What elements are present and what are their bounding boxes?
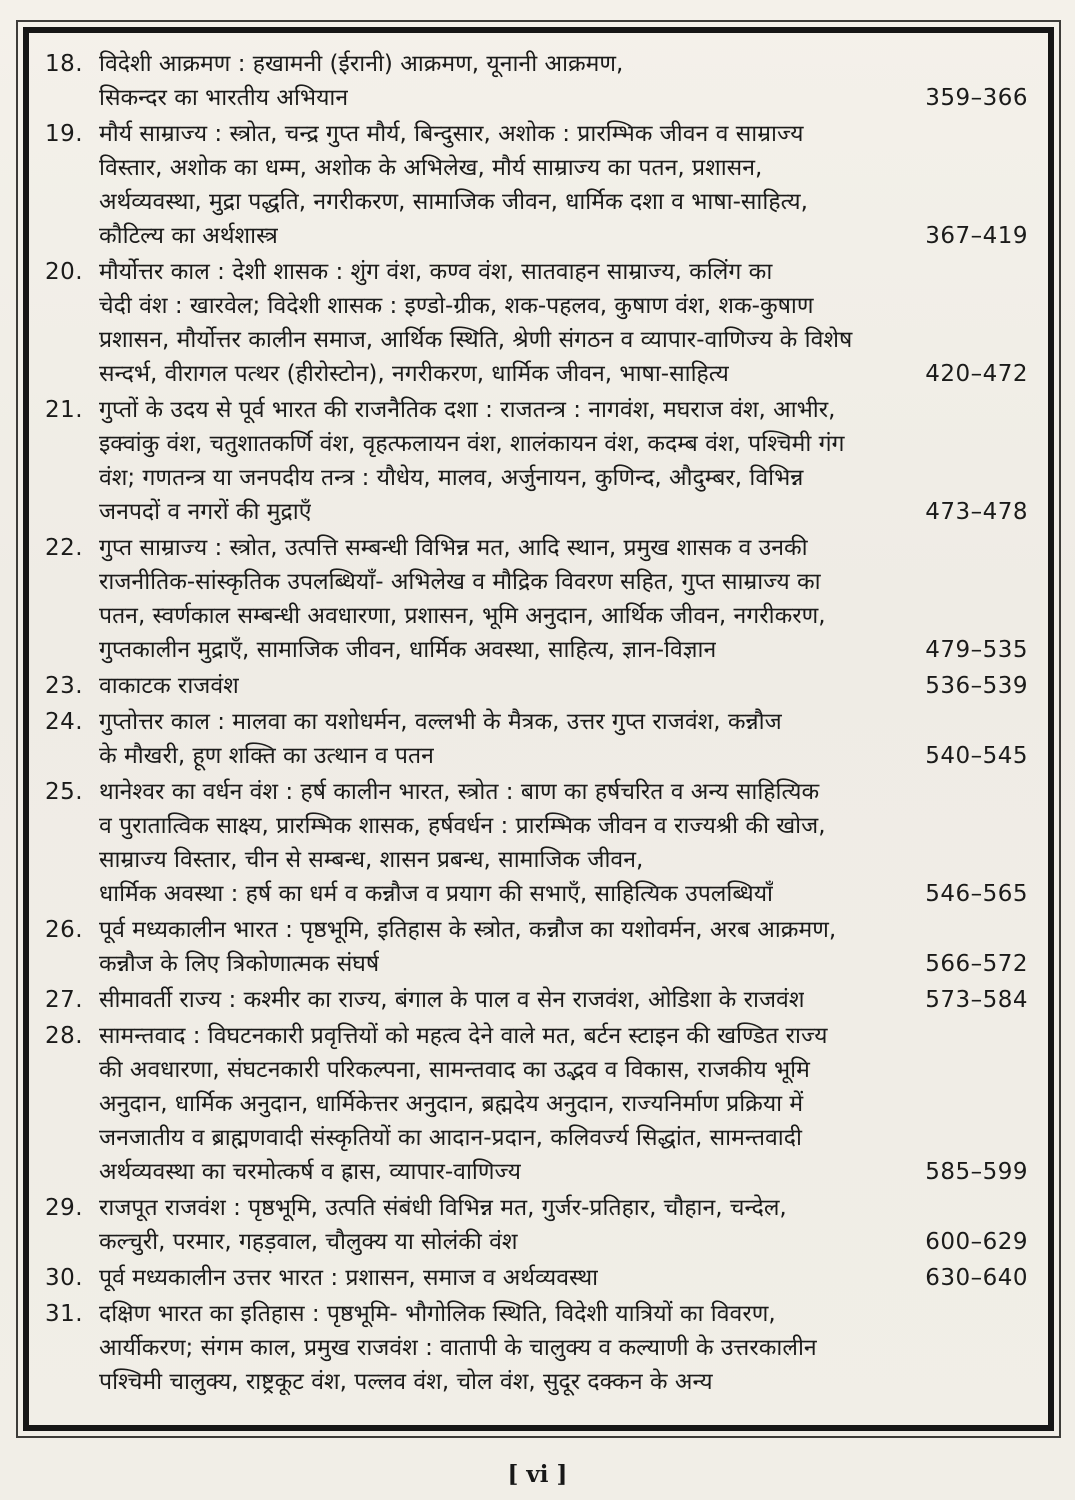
entry-line-text: धार्मिक अवस्था : हर्ष का धर्म व कन्नौज व प्रयाग की सभाएँ, साहित्यिक उपलब्धियाँ xyxy=(99,881,774,907)
entry-line-text: कौटिल्य का अर्थशास्त्र xyxy=(99,223,278,249)
page-range: 600–629 xyxy=(925,1229,1028,1255)
toc-entry xyxy=(45,117,1028,253)
entry-line: विस्तार, अशोक का धम्म, अशोक के अभिलेख, मौर्य साम्राज्य का पतन, प्रशासन, xyxy=(99,155,763,181)
entry-number: 23. xyxy=(45,673,84,699)
entry-number: 19. xyxy=(45,121,84,147)
entry-line: चेदी वंश : खारवेल; विदेशी शासक : इण्डो-ग्रीक, शक-पहलव, कुषाण वंश, शक-कुषाण xyxy=(99,293,814,319)
toc-entry xyxy=(45,47,1028,115)
entry-line: दक्षिण भारत का इतिहास : पृष्ठभूमि- भौगोलिक स्थिति, विदेशी यात्रियों का विवरण, xyxy=(99,1301,776,1327)
entry-line: व पुरातात्विक साक्ष्य, प्रारम्भिक शासक, हर्षवर्धन : प्रारम्भिक जीवन व राज्यश्री की खोज, xyxy=(99,813,826,839)
entry-line xyxy=(99,739,1028,773)
page-range: 630–640 xyxy=(925,1265,1028,1291)
entry-content xyxy=(99,1261,1028,1295)
page-range: 546–565 xyxy=(925,881,1028,907)
page-range: 536–539 xyxy=(925,673,1028,699)
entry-content xyxy=(99,983,1028,1017)
page-border-outer xyxy=(16,20,1061,1438)
entry-line xyxy=(99,1261,1028,1295)
toc-entry xyxy=(45,1261,1028,1295)
entry-line-text: के मौखरी, हूण शक्ति का उत्थान व पतन xyxy=(99,743,434,769)
entry-content xyxy=(99,1191,1028,1259)
entry-line: प्रशासन, मौर्योत्तर कालीन समाज, आर्थिक स्थिति, श्रेणी संगठन व व्यापार-वाणिज्य के विशेष xyxy=(99,327,853,353)
entry-number: 24. xyxy=(45,709,84,735)
toc-entry xyxy=(45,1297,1028,1399)
page-range: 566–572 xyxy=(925,951,1028,977)
entry-line: राजपूत राजवंश : पृष्ठभूमि, उत्पति संबंधी विभिन्न मत, गुर्जर-प्रतिहार, चौहान, चन्देल, xyxy=(99,1195,787,1221)
entry-line: जनजातीय व ब्राह्मणवादी संस्कृतियों का आदान-प्रदान, कलिवर्ज्य सिद्धांत, सामन्तवादी xyxy=(99,1125,802,1151)
entry-line-text: कन्नौज के लिए त्रिकोणात्मक संघर्ष xyxy=(99,951,380,977)
entry-line: इक्वांकु वंश, चतुशातकर्णि वंश, वृहत्फलायन वंश, शालंकायन वंश, कदम्ब वंश, पश्चिमी गंग xyxy=(99,431,845,457)
entry-content xyxy=(99,913,1028,981)
entry-number: 21. xyxy=(45,397,84,423)
entry-line: मौर्योत्तर काल : देशी शासक : शुंग वंश, कण्व वंश, सातवाहन साम्राज्य, कलिंग का xyxy=(99,259,773,285)
entry-line: अर्थव्यवस्था, मुद्रा पद्धति, नगरीकरण, सामाजिक जीवन, धार्मिक दशा व भाषा-साहित्य, xyxy=(99,189,808,215)
entry-line: मौर्य साम्राज्य : स्त्रोत, चन्द्र गुप्त मौर्य, बिन्दुसार, अशोक : प्रारम्भिक जीवन व साम्राज्य xyxy=(99,121,804,147)
entry-line: की अवधारणा, संघटनकारी परिकल्पना, सामन्तवाद का उद्भव व विकास, राजकीय भूमि xyxy=(99,1057,810,1083)
page-range: 359–366 xyxy=(925,85,1028,111)
page-range: 367–419 xyxy=(925,223,1028,249)
entry-line xyxy=(99,877,1028,911)
entry-line xyxy=(99,219,1028,253)
entry-line: राजनीतिक-सांस्कृतिक उपलब्धियाँ- अभिलेख व मौद्रिक विवरण सहित, गुप्त साम्राज्य का xyxy=(99,569,821,595)
toc-entry xyxy=(45,1019,1028,1189)
entry-line: गुप्तों के उदय से पूर्व भारत की राजनैतिक दशा : राजतन्त्र : नागवंश, मघराज वंश, आभीर, xyxy=(99,397,836,423)
page-range: 479–535 xyxy=(925,637,1028,663)
entry-line: विदेशी आक्रमण : हखामनी (ईरानी) आक्रमण, यूनानी आक्रमण, xyxy=(99,51,624,77)
entry-line-text: वाकाटक राजवंश xyxy=(99,673,239,699)
entry-line: पतन, स्वर्णकाल सम्बन्धी अवधारणा, प्रशासन, भूमि अनुदान, आर्थिक जीवन, नगरीकरण, xyxy=(99,603,826,629)
entry-line xyxy=(99,1155,1028,1189)
entry-line xyxy=(99,983,1028,1017)
entry-line xyxy=(99,1225,1028,1259)
toc-entry xyxy=(45,913,1028,981)
page-range: 540–545 xyxy=(925,743,1028,769)
entry-line: पश्चिमी चालुक्य, राष्ट्रकूट वंश, पल्लव वंश, चोल वंश, सुदूर दक्कन के अन्य xyxy=(99,1369,713,1395)
entry-line-text: सीमावर्ती राज्य : कश्मीर का राज्य, बंगाल के पाल व सेन राजवंश, ओडिशा के राजवंश xyxy=(99,987,805,1013)
entry-line-text: कल्चुरी, परमार, गहड़वाल, चौलुक्य या सोलंकी वंश xyxy=(99,1229,518,1255)
page-range: 585–599 xyxy=(925,1159,1028,1185)
entry-line: गुप्तोत्तर काल : मालवा का यशोधर्मन, वल्लभी के मैत्रक, उत्तर गुप्त राजवंश, कन्नौज xyxy=(99,709,782,735)
entry-line xyxy=(99,81,1028,115)
entry-line-text: सिकन्दर का भारतीय अभियान xyxy=(99,85,349,111)
page-range: 573–584 xyxy=(925,987,1028,1013)
toc-entry xyxy=(45,531,1028,667)
entry-content xyxy=(99,669,1028,703)
entry-number: 28. xyxy=(45,1023,84,1049)
entry-line xyxy=(99,669,1028,703)
entry-line-text: गुप्तकालीन मुद्राएँ, सामाजिक जीवन, धार्मिक अवस्था, साहित्य, ज्ञान-विज्ञान xyxy=(99,637,717,663)
entry-content xyxy=(99,47,1028,115)
toc-entry xyxy=(45,775,1028,911)
entry-content xyxy=(99,705,1028,773)
page-range: 420–472 xyxy=(925,361,1028,387)
entry-line: अनुदान, धार्मिक अनुदान, धार्मिकेत्तर अनुदान, ब्रह्मदेय अनुदान, राज्यनिर्माण प्रक्रिया में xyxy=(99,1091,804,1117)
entry-line: थानेश्वर का वर्धन वंश : हर्ष कालीन भारत, स्त्रोत : बाण का हर्षचरित व अन्य साहित्यिक xyxy=(99,779,820,805)
entry-number: 30. xyxy=(45,1265,84,1291)
entry-line-text: पूर्व मध्यकालीन उत्तर भारत : प्रशासन, समाज व अर्थव्यवस्था xyxy=(99,1265,599,1291)
toc-entry xyxy=(45,705,1028,773)
entry-content xyxy=(99,775,1028,911)
entry-line-text: अर्थव्यवस्था का चरमोत्कर्ष व ह्रास, व्यापार-वाणिज्य xyxy=(99,1159,522,1185)
entry-number: 27. xyxy=(45,987,84,1013)
entry-content xyxy=(99,1019,1028,1189)
entry-content xyxy=(99,393,1028,529)
toc-entry xyxy=(45,669,1028,703)
entry-number: 22. xyxy=(45,535,84,561)
page-number-footer: [ vi ] xyxy=(507,1461,568,1488)
entry-line-text: सन्दर्भ, वीरागल पत्थर (हीरोस्टोन), नगरीकरण, धार्मिक जीवन, भाषा-साहित्य xyxy=(99,361,729,387)
entry-line: आर्यीकरण; संगम काल, प्रमुख राजवंश : वातापी के चालुक्य व कल्याणी के उत्तरकालीन xyxy=(99,1335,817,1361)
page-border-inner xyxy=(23,27,1054,1431)
entry-number: 31. xyxy=(45,1301,84,1327)
entry-line-text: जनपदों व नगरों की मुद्राएँ xyxy=(99,499,312,525)
entry-line: पूर्व मध्यकालीन भारत : पृष्ठभूमि, इतिहास के स्त्रोत, कन्नौज का यशोवर्मन, अरब आक्रमण, xyxy=(99,917,837,943)
entry-number: 26. xyxy=(45,917,84,943)
toc-entry xyxy=(45,1191,1028,1259)
entry-content xyxy=(99,531,1028,667)
entry-line: गुप्त साम्राज्य : स्त्रोत, उत्पत्ति सम्बन्धी विभिन्न मत, आदि स्थान, प्रमुख शासक व उनकी xyxy=(99,535,808,561)
entry-line xyxy=(99,357,1028,391)
entry-content xyxy=(99,117,1028,253)
toc-list xyxy=(45,47,1028,1399)
page-range: 473–478 xyxy=(925,499,1028,525)
entry-number: 29. xyxy=(45,1195,84,1221)
entry-line xyxy=(99,947,1028,981)
entry-number: 25. xyxy=(45,779,84,805)
entry-line xyxy=(99,633,1028,667)
toc-entry xyxy=(45,255,1028,391)
entry-content xyxy=(99,1297,1028,1399)
entry-number: 20. xyxy=(45,259,84,285)
toc-entry xyxy=(45,983,1028,1017)
entry-line: वंश; गणतन्त्र या जनपदीय तन्त्र : यौधेय, मालव, अर्जुनायन, कुणिन्द, औदुम्बर, विभिन्न xyxy=(99,465,804,491)
toc-entry xyxy=(45,393,1028,529)
entry-line: साम्राज्य विस्तार, चीन से सम्बन्ध, शासन प्रबन्ध, सामाजिक जीवन, xyxy=(99,847,644,873)
entry-content xyxy=(99,255,1028,391)
entry-number: 18. xyxy=(45,51,84,77)
entry-line xyxy=(99,495,1028,529)
entry-line: सामन्तवाद : विघटनकारी प्रवृत्तियों को महत्व देने वाले मत, बर्टन स्टाइन की खण्डित राज्य xyxy=(99,1023,828,1049)
